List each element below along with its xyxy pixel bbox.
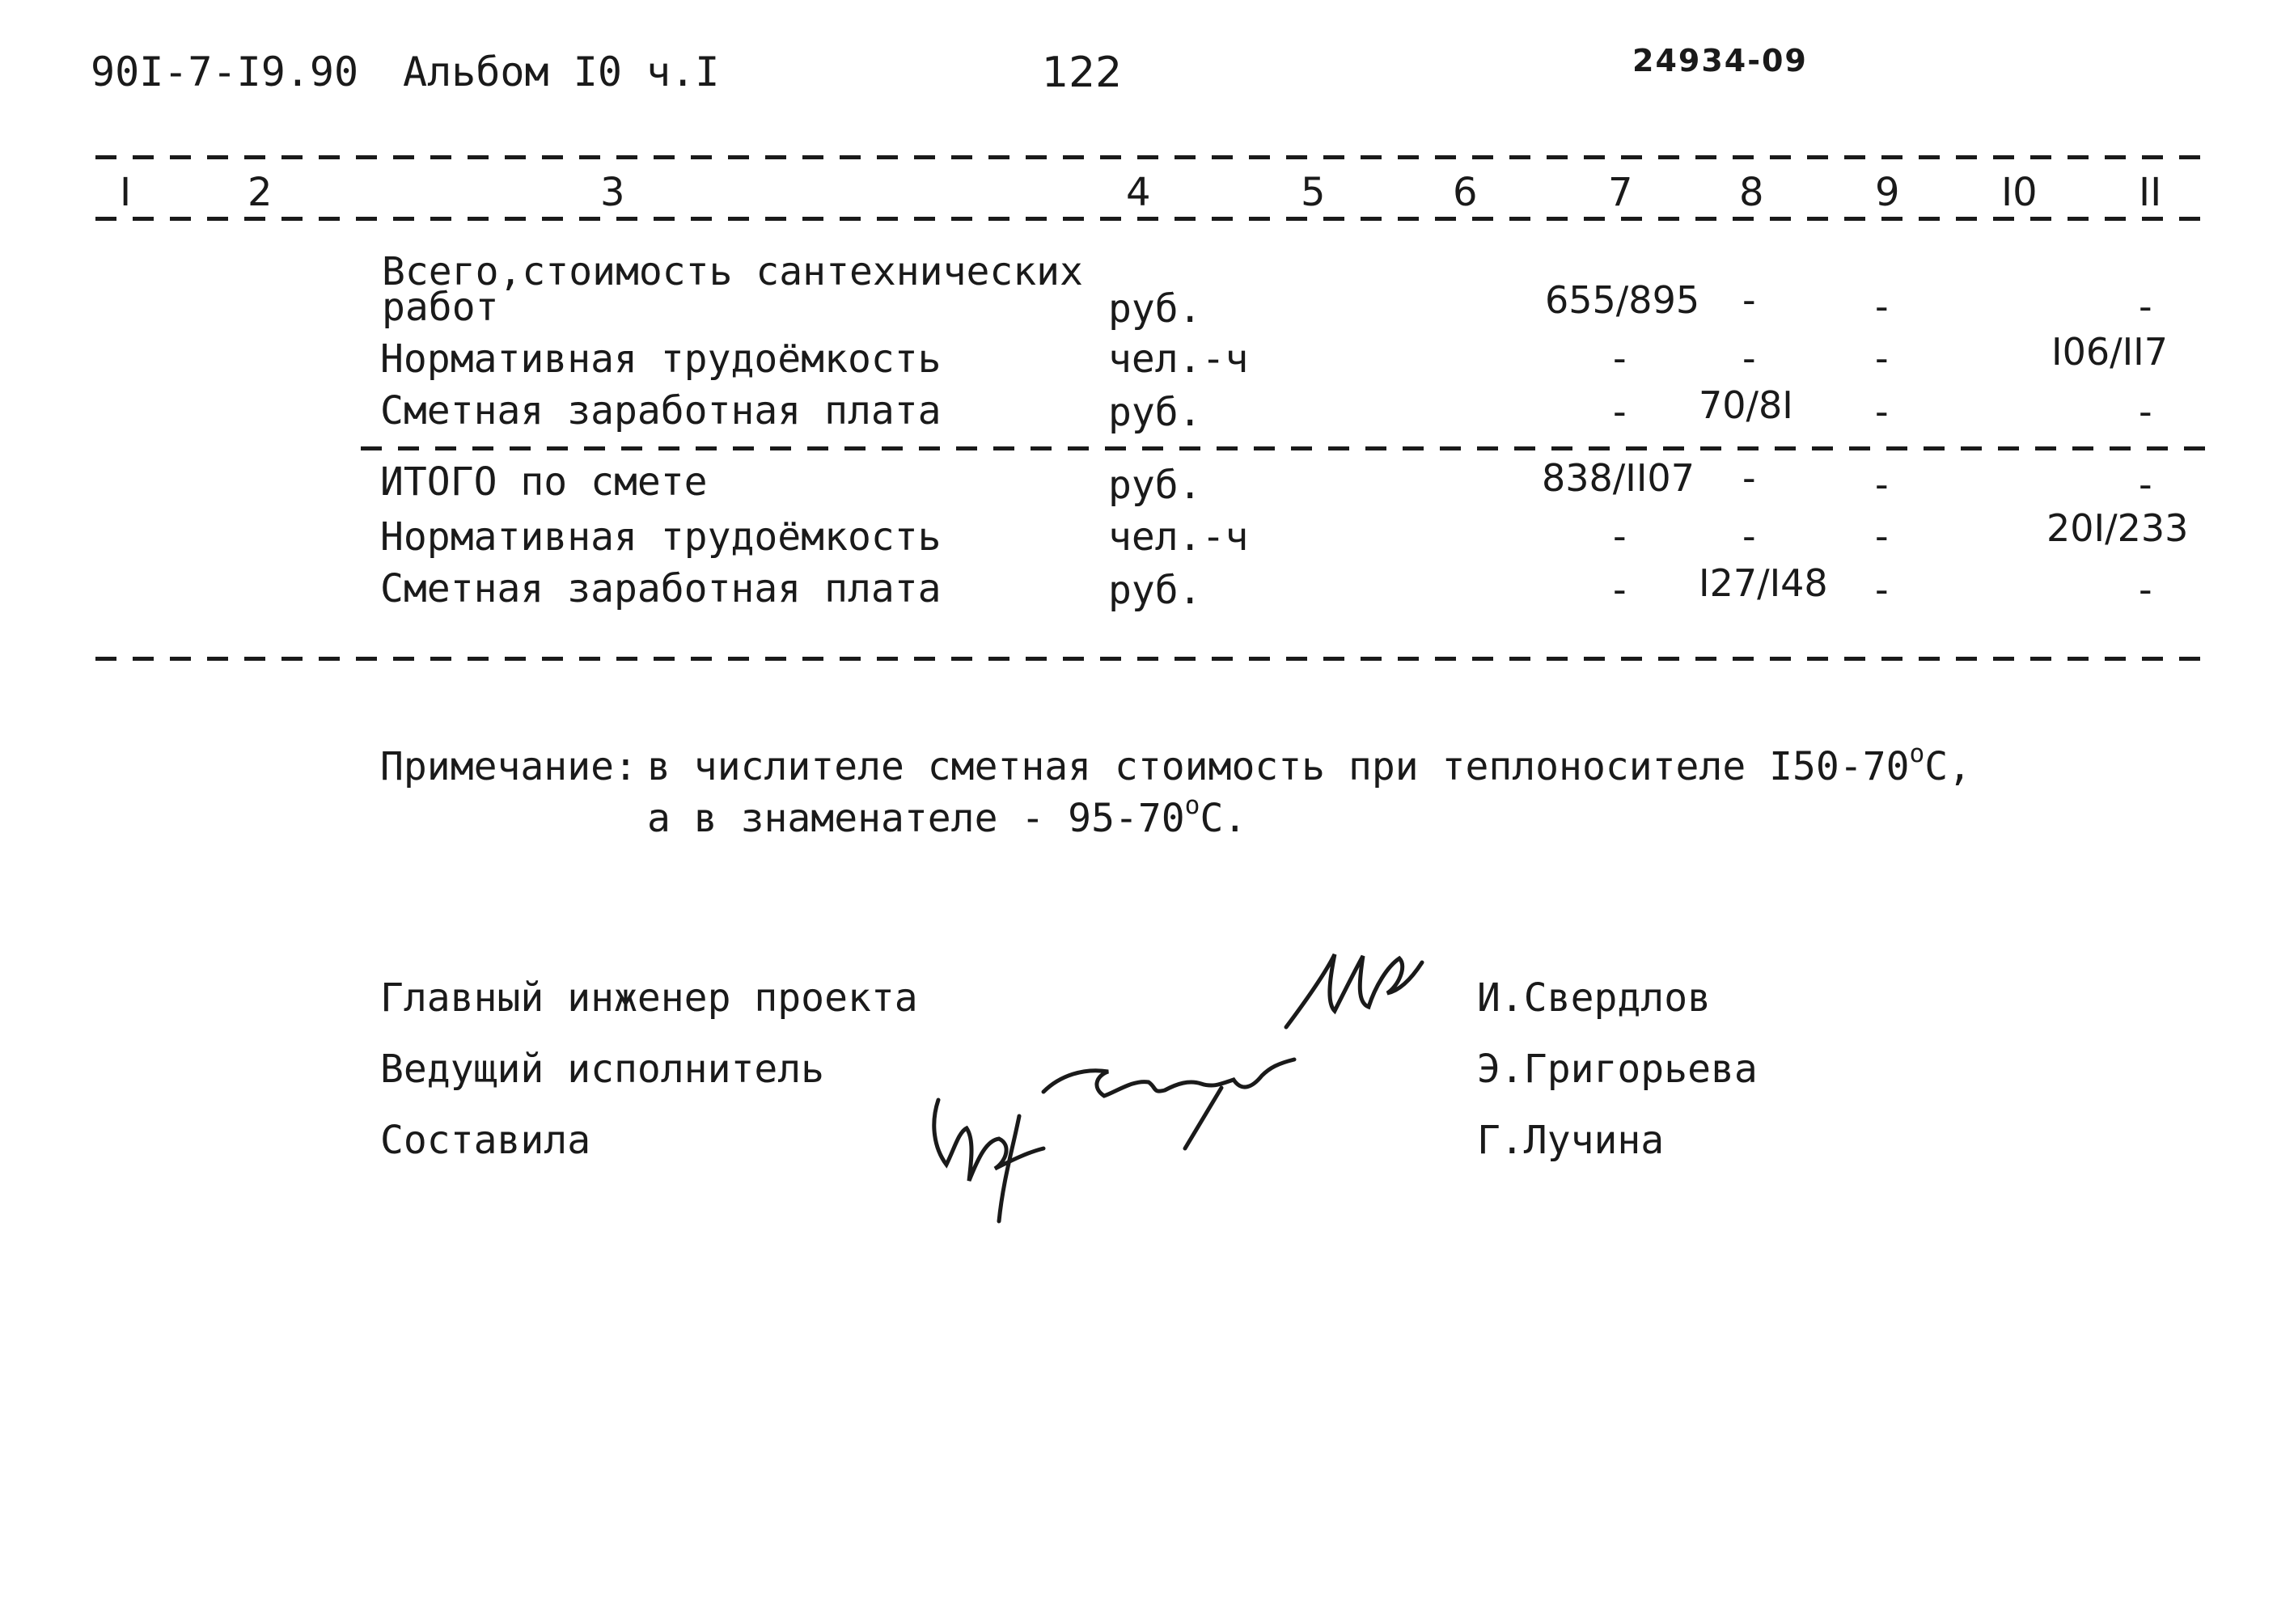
wage-label: Сметная заработная плата [380,388,942,433]
column-number-11: II [2139,170,2162,215]
total-label-line1: Всего,стоимость сантехнических [382,249,1083,294]
grand-wage-col8: I27/I48 [1699,561,1828,605]
total-col11: - [2139,285,2152,328]
labor-col11: I06/II7 [2051,330,2168,374]
grand-labor-unit: чел.-ч [1108,514,1249,560]
page-number: 122 [1042,49,1123,97]
grand-labor-col11: 20I/233 [2046,506,2189,550]
grand-total-col8: - [1742,456,1756,500]
album-label: Альбом I0 ч.I [403,49,720,95]
column-number-6: 6 [1453,170,1478,215]
handwritten-signature-compiler [922,1084,1100,1229]
degree-sign: о [1184,791,1200,821]
compiler-name: Г.Лучина [1477,1118,1665,1163]
column-number-2: 2 [248,170,273,215]
column-number-7: 7 [1608,170,1633,215]
lead-executor-role: Ведущий исполнитель [380,1047,825,1092]
column-number-4: 4 [1126,170,1151,215]
grand-total-col9: - [1875,463,1889,506]
total-col7: 655/895 [1545,278,1700,322]
wage-col7: - [1613,390,1627,433]
chief-engineer-name: И.Свердлов [1477,975,1711,1021]
labor-col9: - [1875,336,1889,380]
header-top-rule [95,155,2205,159]
degree-sign: о [1909,739,1925,769]
column-number-10: I0 [2001,170,2038,215]
total-col8: - [1742,278,1756,322]
section-divider-rule [361,446,2205,450]
wage-col9: - [1875,390,1889,433]
column-number-1: I [120,170,132,215]
wage-unit: руб. [1108,390,1202,435]
grand-labor-col9: - [1875,514,1889,558]
chief-engineer-role: Главный инженер проекта [380,975,918,1021]
compiler-role: Составила [380,1118,591,1163]
note-line1 [647,739,1972,789]
note-line2-text: а в знаменателе - 95-70 [647,796,1185,841]
wage-col11: - [2139,390,2152,433]
grand-wage-label: Сметная заработная плата [380,566,942,611]
document-code: 90I-7-I9.90 [91,49,359,95]
column-number-8: 8 [1739,170,1764,215]
labor-col7: - [1613,336,1627,380]
column-number-3: 3 [600,170,625,215]
lead-executor-name: Э.Григорьева [1477,1047,1758,1092]
note-line1-end: С, [1924,744,1972,789]
labor-col8: - [1742,336,1756,380]
grand-labor-label: Нормативная трудоёмкость [380,514,942,560]
grand-wage-unit: руб. [1108,568,1202,613]
archive-stamp: 24934-09 [1632,43,1808,78]
column-number-5: 5 [1301,170,1326,215]
note-label: Примечание: [380,744,637,789]
grand-total-col11: - [2139,463,2152,506]
labor-unit: чел.-ч [1108,336,1249,382]
total-col9: - [1875,285,1889,328]
header-bottom-rule [95,217,2205,221]
grand-total-col7: 838/II07 [1542,456,1695,500]
handwritten-signature-chief [1278,946,1440,1035]
note-line2-end: С. [1200,796,1247,841]
grand-total-label: ИТОГО по смете [380,459,708,505]
note-line2 [647,791,1247,841]
column-number-9: 9 [1875,170,1900,215]
total-unit: руб. [1108,286,1202,332]
grand-total-unit: руб. [1108,463,1202,508]
wage-col8: 70/8I [1699,383,1793,427]
labor-label: Нормативная трудоёмкость [380,336,942,382]
grand-wage-col9: - [1875,568,1889,611]
total-label-line2: работ [382,285,499,330]
grand-wage-col7: - [1613,568,1627,611]
grand-wage-col11: - [2139,568,2152,611]
grand-labor-col7: - [1613,514,1627,558]
grand-labor-col8: - [1742,514,1756,558]
note-line1-text: в числителе сметная стоимость при теплоносителе I50-70 [647,744,1910,789]
table-bottom-rule [95,657,2205,661]
